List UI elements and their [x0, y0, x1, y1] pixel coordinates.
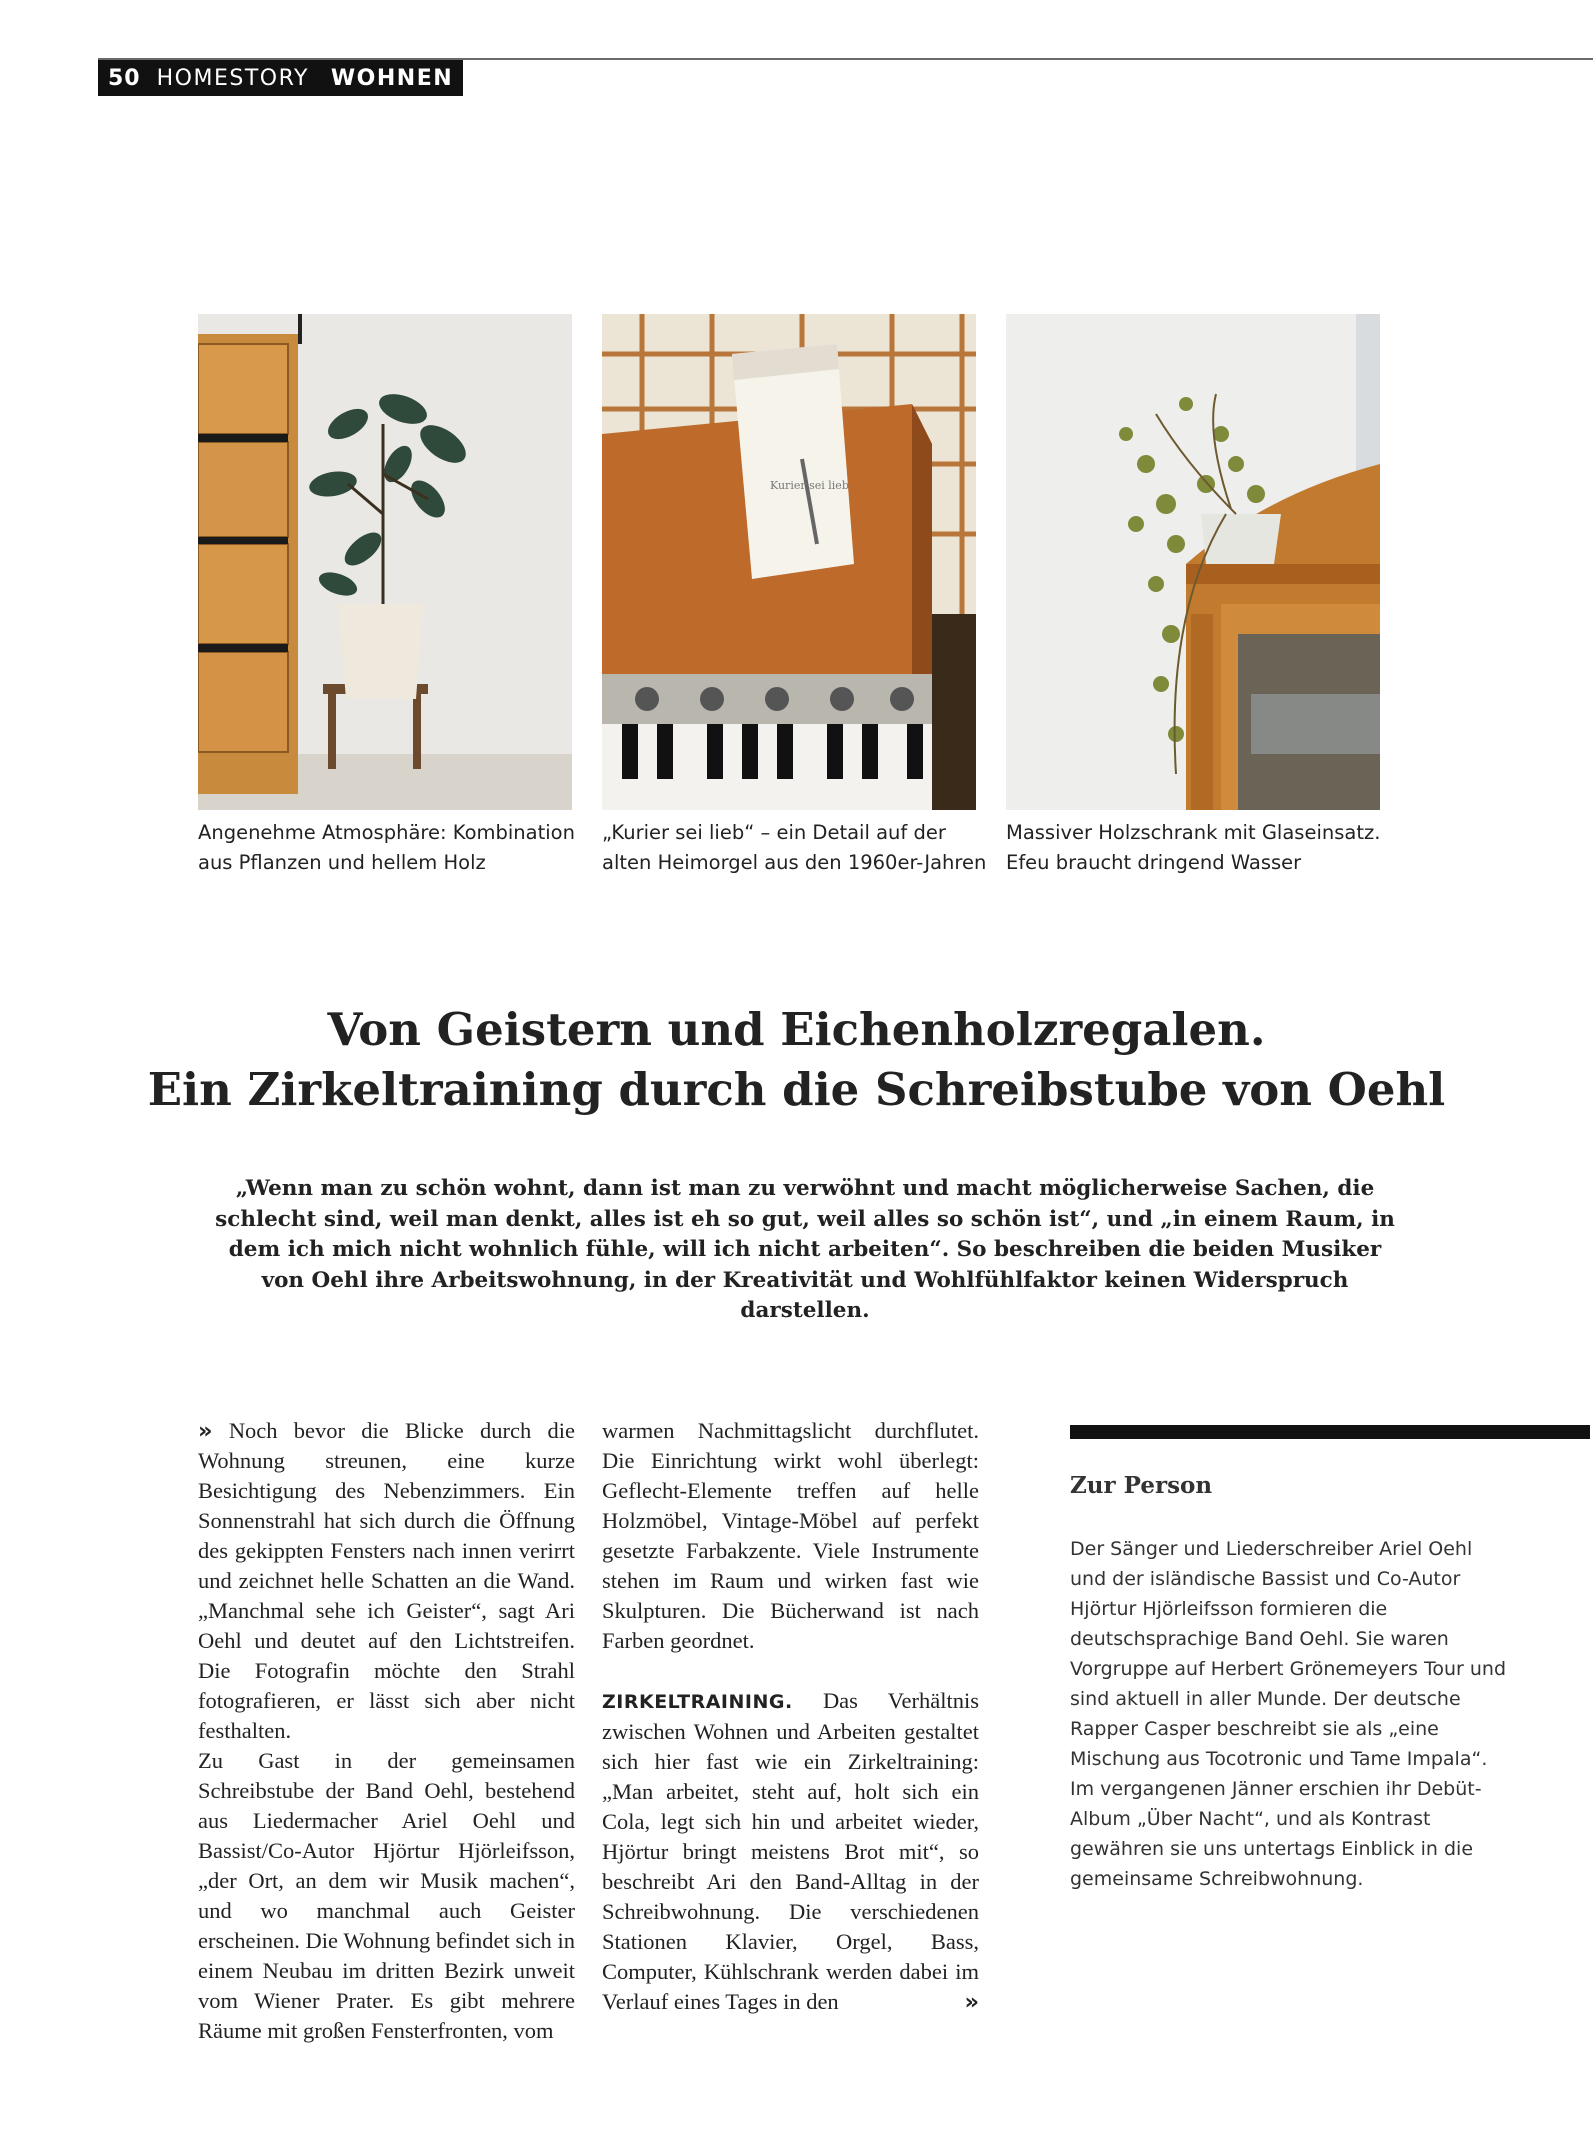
photo-cabinet-ivy [1006, 314, 1380, 810]
section-label: HOMESTORY [156, 65, 309, 91]
article-headline [0, 1000, 1593, 1120]
body-column-1 [198, 1416, 575, 2046]
section-kicker: ZIRKELTRAINING. [602, 1691, 793, 1713]
sidebar-title: Zur Person [1070, 1472, 1213, 1499]
section-header [98, 60, 463, 96]
photo-plant-drawers [198, 314, 572, 810]
body-paragraph-2: Zu Gast in der gemeinsamen Schreibstube der Band Oehl, bestehend aus Liedermacher Ariel Oehl und Bassist/Co-Autor Hjörtur Hjörleifsson, „der Ort, an dem wir Musik machen“, und wo manchmal auch Geister erscheinen. Die Wohnung befindet sich in einem Neubau im dritten Bezirk unweit vom Wiener Prater. Es gibt mehrere Räume mit großen Fensterfronten, vom [198, 1748, 575, 2043]
body-paragraph-2-continued: warmen Nachmittagslicht durchflutet. Die Einrichtung wirkt wohl überlegt: Geflecht-Elemente treffen auf helle Holzmöbel, Vintage-Möbel auf perfekt gesetzte Farbakzente. Viele Instrumente stehen im Raum und wirken fast wie Skulpturen. Die Bücherwand ist nach Farben geordnet. [602, 1418, 979, 1653]
paragraph-gap [602, 1656, 979, 1686]
photo-organ-note [602, 314, 976, 810]
sidebar-rule [1070, 1425, 1590, 1439]
body-column-2 [602, 1416, 979, 2017]
photo-caption-2: „Kurier sei lieb“ – ein Detail auf der alten Heimorgel aus den 1960er-Jahren [602, 821, 987, 874]
photo-caption-1: Angenehme Atmosphäre: Kombination aus Pflanzen und hellem Holz [198, 821, 575, 874]
body-paragraph-3 [602, 1686, 979, 2017]
body-paragraph-1 [198, 1416, 575, 1746]
continue-mark: » [964, 1989, 979, 2015]
subsection-label: WOHNEN [330, 65, 454, 91]
sidebar-text: Der Sänger und Liederschreiber Ariel Oehl und der isländische Bassist und Co-Autor Hjörtur Hjörleifsson formieren die deutschsprachige Band Oehl. Sie waren Vorgruppe auf Herbert Grönemeyers Tour und sind aktuell in aller Munde. Der deutsche Rapper Casper beschreibt sie als „eine Mischung aus Tocotronic und Tame Impala“. Im vergangenen Jänner erschien ihr Debüt-Album „Über Nacht“, und als Kontrast gewähren sie uns untertags Einblick in die gemeinsame Schreibwohnung. [1070, 1538, 1507, 1890]
body-paragraph-1-text: Noch bevor die Blicke durch die Wohnung streunen, eine kurze Besichtigung des Nebenzimmers. Ein Sonnenstrahl hat sich durch die Öffnung des gekippten Fensters nach innen verirrt und zeichnet helle Schatten an die Wand. „Manchmal sehe ich Geister“, sagt Ari Oehl und deutet auf den Lichtstreifen. Die Fotografin möchte den Strahl fotografieren, er lässt sich aber nicht festhalten. [198, 1418, 576, 1743]
page-number: 50 [108, 65, 141, 91]
headline-line-1: Von Geistern und Eichenholzregalen. [327, 1003, 1266, 1056]
article-start-mark: » [198, 1418, 213, 1444]
headline-line-2: Ein Zirkeltraining durch die Schreibstube von Oehl [147, 1063, 1446, 1116]
article-lead: „Wenn man zu schön wohnt, dann ist man zu verwöhnt und macht möglicherweise Sachen, die schlecht sind, weil man denkt, alles ist eh so gut, weil alles so schön ist“, und „in einem Raum, in dem ich mich nicht wohnlich fühle, will ich nicht arbeiten“. So beschreiben die beiden Musiker von Oehl ihre Arbeitswohnung, in der Kreativität und Wohlfühlfaktor keinen Widerspruch darstellen. [215, 1176, 1395, 1323]
note-text: Kurier sei lieb [770, 479, 849, 492]
photo-caption-3: Massiver Holzschrank mit Glaseinsatz. Efeu braucht dringend Wasser [1006, 821, 1381, 874]
body-paragraph-3-text: Das Verhältnis zwischen Wohnen und Arbeiten gestaltet sich hier fast wie ein Zirkeltraining: „Man arbeitet, steht auf, holt sich ein Cola, legt sich hin und arbeitet wieder, Hjörtur bringt meistens Brot mit“, so beschreibt Ari den Band-Alltag in der Schreibwohnung. Die verschiedenen Stationen Klavier, Orgel, Bass, Computer, Kühlschrank werden dabei im Verlauf eines Tages in den [602, 1688, 979, 2014]
